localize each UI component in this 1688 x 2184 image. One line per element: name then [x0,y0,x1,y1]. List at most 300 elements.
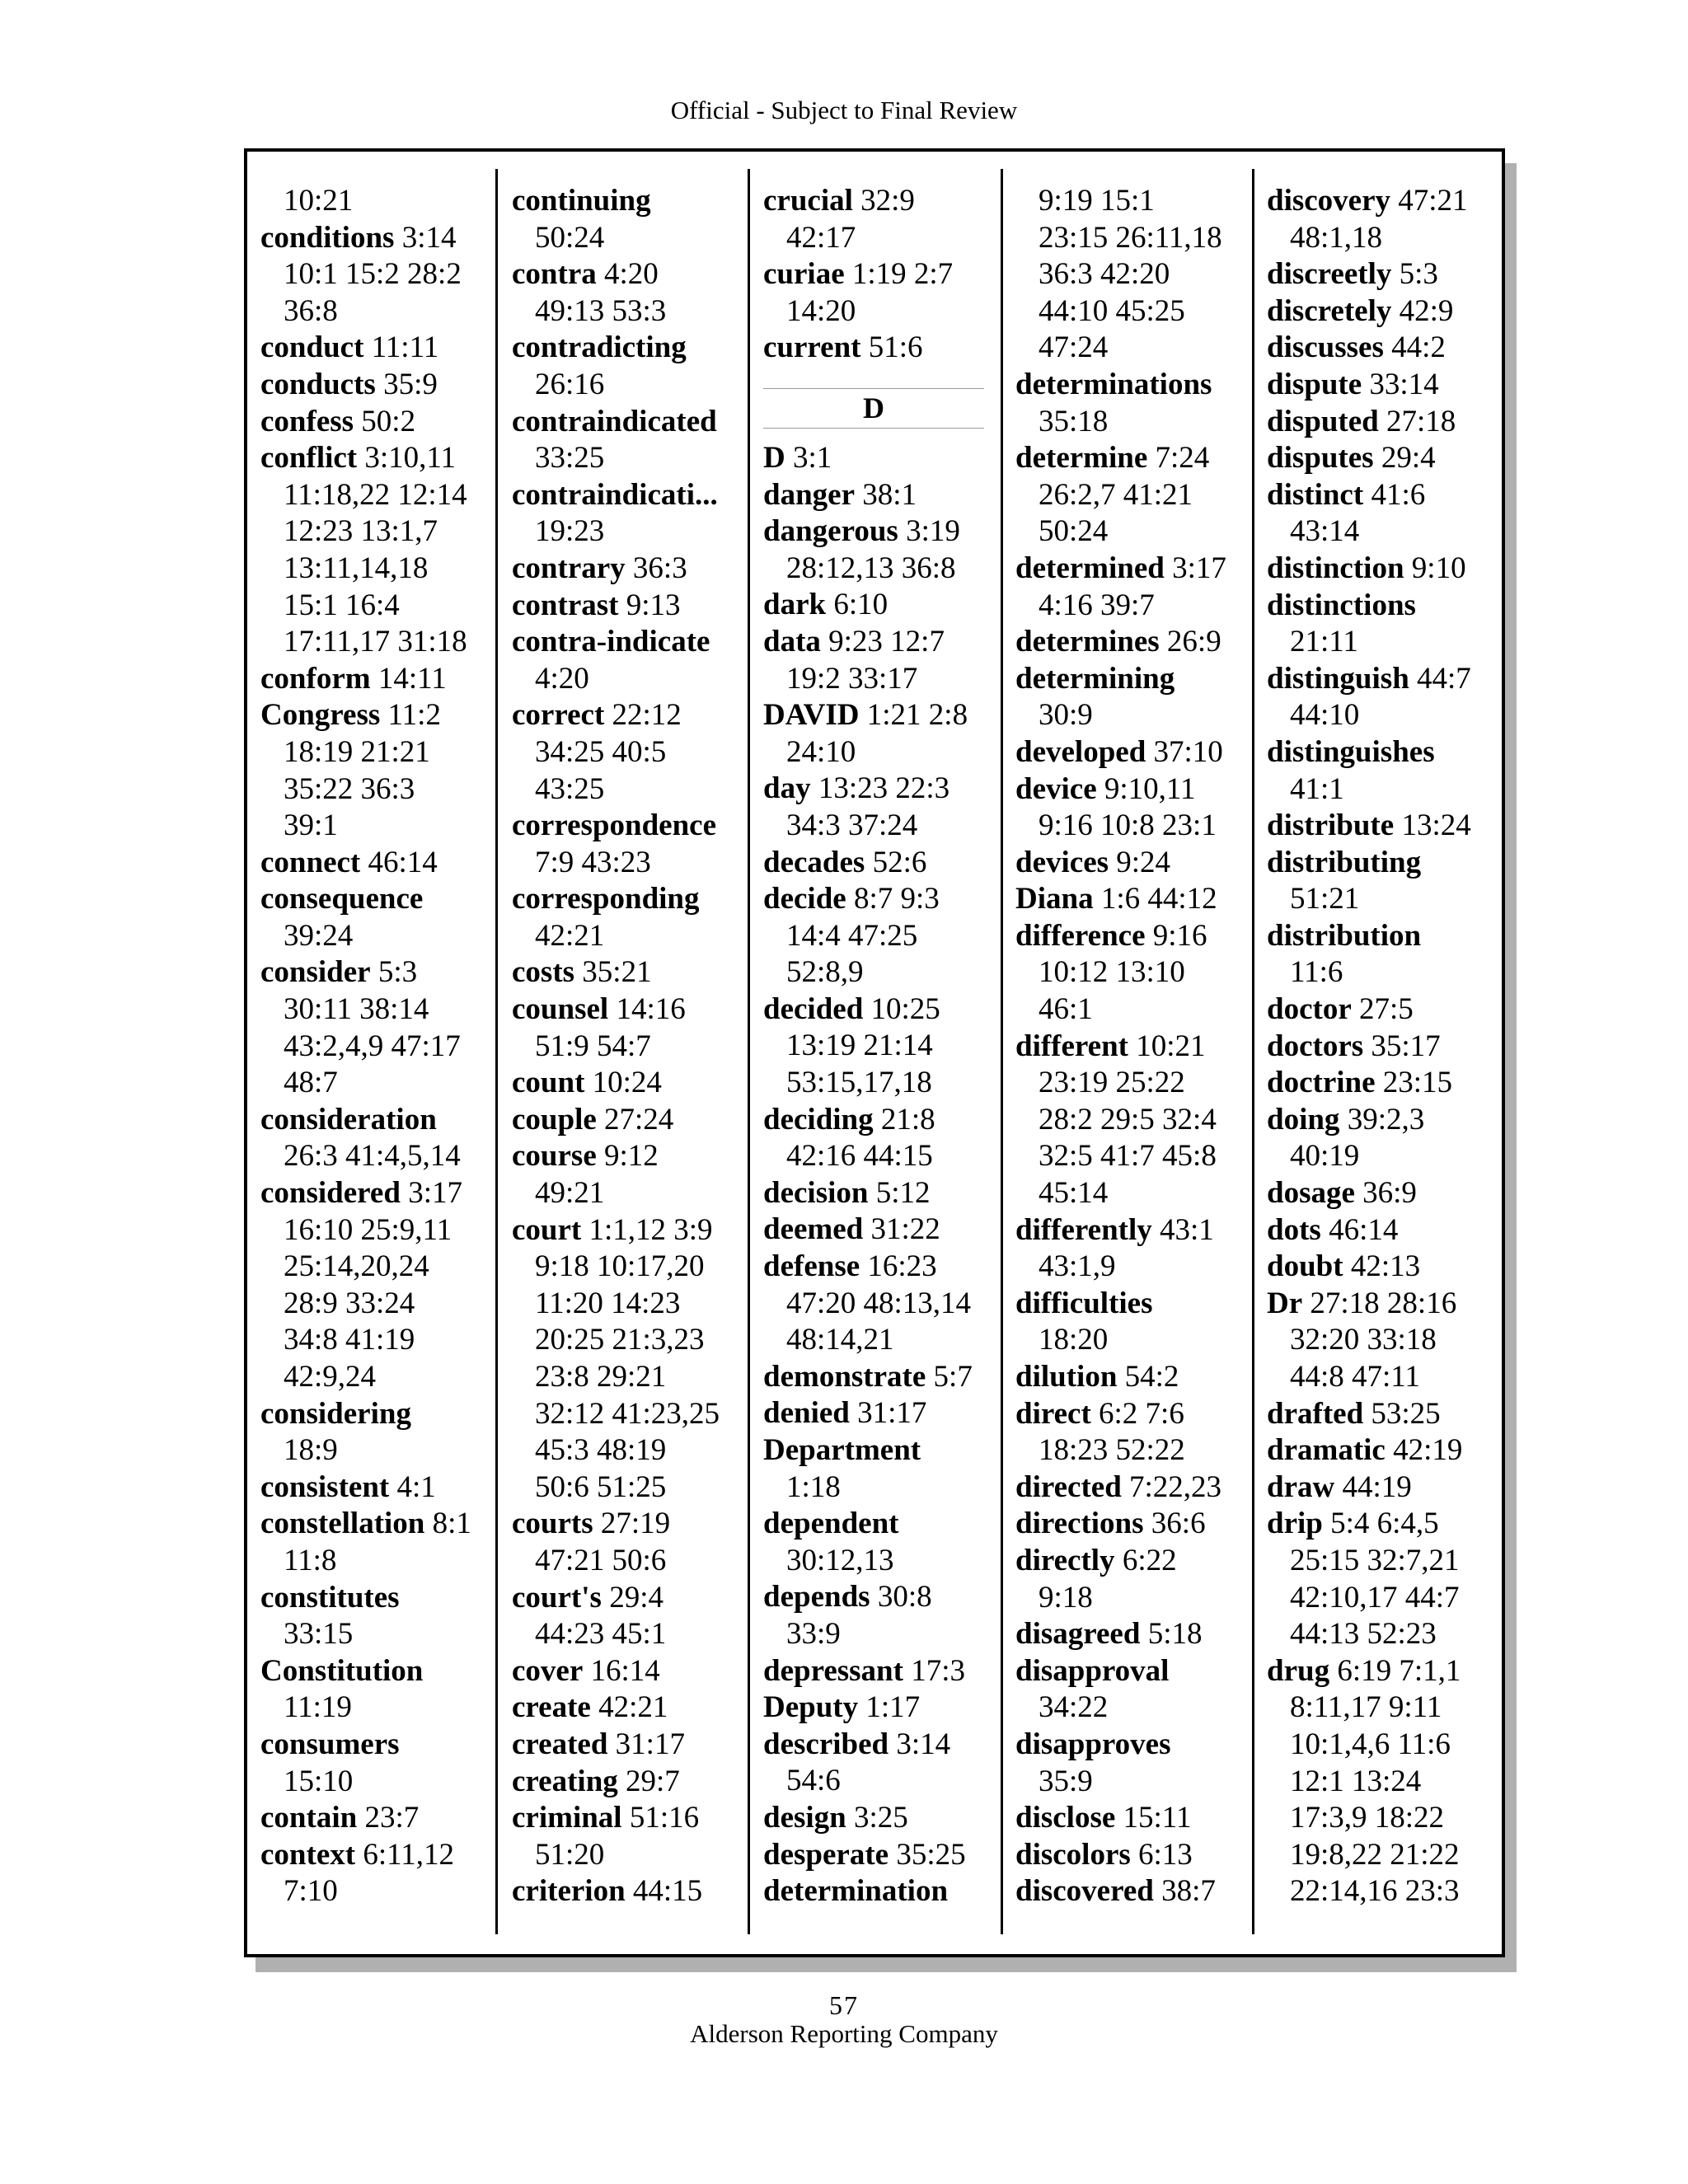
index-entry [1015,1359,1254,1396]
index-entry-line [1015,1396,1254,1433]
index-entry-line [1267,183,1506,220]
page-reference: 12:23 13:1,7 [284,514,438,549]
index-entry [260,1506,499,1579]
index-term: depressant [763,1653,903,1688]
index-entry [1267,551,1506,588]
page-reference: 35:18 [1039,404,1109,438]
page-reference: 18:9 [284,1433,338,1468]
index-entry [1267,1249,1506,1286]
index-entry [1015,1727,1254,1800]
index-term: disapproval [1015,1653,1170,1688]
index-entry [763,1212,1002,1249]
index-entry [763,881,1002,991]
index-entry [1015,918,1254,1029]
index-term: differently [1015,1212,1152,1247]
index-entry [512,1065,751,1102]
index-entry-line [512,1102,751,1139]
index-entry [512,256,751,330]
page-reference: 12:1 13:24 [1290,1764,1422,1798]
index-term: dosage [1267,1176,1355,1211]
index-entry-line [512,330,751,367]
page-reference: 34:3 37:24 [786,808,918,842]
index-entry [1267,588,1506,661]
page-reference: 23:19 25:22 [1039,1066,1185,1100]
index-entry-line [1015,845,1254,882]
index-term: Congress [260,698,381,733]
index-entry-line [1015,1543,1254,1580]
index-entry-line [1015,734,1254,771]
page-reference: 39:24 [284,918,354,953]
index-entry-line [1267,1212,1506,1249]
page-reference: 35:17 [1371,1029,1441,1063]
index-entry [260,1837,499,1910]
page-reference: 44:10 [1290,698,1360,733]
index-entry-line [1267,1432,1506,1469]
index-entry-line [512,1873,751,1910]
page-reference: 31:22 [870,1212,940,1247]
index-entry [1015,1396,1254,1469]
index-term: criminal [512,1801,622,1835]
index-entry-line [260,440,499,477]
index-entry-line [1015,918,1254,955]
page-reference: 42:16 44:15 [786,1139,933,1174]
index-term: disclose [1015,1801,1116,1835]
index-entry-line [1267,734,1506,771]
index-term: draw [1267,1469,1335,1504]
index-entry-line [763,771,1002,808]
page-reference: 36:6 [1151,1507,1206,1541]
index-entry-line [260,697,499,734]
index-term: consideration [260,1102,437,1137]
index-term: course [512,1139,597,1174]
index-term: dilution [1015,1360,1118,1394]
page-reference: 10:21 [284,184,354,218]
page-reference: 51:16 [629,1801,700,1835]
page-reference: 27:19 [600,1507,671,1541]
page-reference: 11:11 [371,330,439,365]
index-entry-line [1015,1469,1254,1507]
page-reference: 42:9,24 [284,1360,377,1394]
index-entry-line [1015,1616,1254,1653]
index-entry-line [512,1690,751,1727]
page-reference: 46:14 [1329,1212,1399,1247]
page-reference: 49:21 [535,1176,605,1211]
index-entry-line [1267,1065,1506,1102]
page-reference: 39:1 [284,808,338,843]
page-reference: 31:17 [615,1727,685,1761]
page-reference: 26:9 [1166,625,1221,659]
page-reference: 9:13 [626,588,681,622]
page-reference: 26:16 [535,367,605,401]
index-entry-line [1267,1653,1506,1690]
index-entry [1015,661,1254,734]
index-entry-line [763,1506,1002,1543]
index-term: dispute [1267,367,1362,401]
footer-company: Alderson Reporting Company [690,2019,998,2048]
index-entry [763,477,1002,514]
page-reference: 26:3 41:4,5,14 [284,1139,461,1174]
index-entry [512,477,751,551]
index-term: dangerous [763,514,898,549]
index-entry-line [1015,1653,1254,1690]
index-entry-line [763,1432,1002,1469]
page-reference: 10:24 [592,1066,662,1100]
page-reference: 14:11 [377,661,447,696]
index-entry [1015,624,1254,661]
page-reference: 27:18 28:16 [1310,1286,1457,1320]
page-reference: 30:9 [1039,698,1093,733]
page-reference: 50:6 51:25 [535,1469,667,1504]
page-reference: 4:1 [396,1469,436,1504]
index-entry [763,513,1002,587]
index-term: dramatic [1267,1433,1386,1468]
index-term: correspondence [512,808,716,843]
index-entry-line [763,587,1002,624]
index-entry-line [763,881,1002,918]
index-term: discovered [1015,1874,1154,1909]
index-entry [1267,477,1506,551]
index-term: Diana [1015,882,1094,916]
page-reference: 3:10,11 [364,441,457,476]
page-reference: 40:19 [1290,1139,1360,1174]
page-reference: 18:23 52:22 [1039,1433,1185,1468]
index-entry [1015,1286,1254,1359]
page-reference: 21:11 [1290,625,1358,659]
index-entry-line [1267,1396,1506,1433]
page-reference: 34:22 [1039,1690,1109,1725]
index-entry [260,404,499,441]
page-reference: 21:8 [880,1102,935,1137]
index-entry-line [512,991,751,1029]
index-entry [1015,1837,1254,1874]
index-term: doctrine [1267,1066,1376,1100]
index-entry [1015,845,1254,882]
index-entry-line [512,1727,751,1764]
page-reference: 29:4 [1381,441,1436,476]
page-reference: 9:16 [1152,918,1207,953]
page-reference: 29:4 [609,1580,663,1615]
page-reference: 8:1 [432,1507,471,1541]
index-entry [260,367,499,404]
index-entry-line [763,845,1002,882]
index-term: defense [763,1249,860,1284]
index-entry [512,588,751,625]
index-entry-line [763,513,1002,551]
index-entry [1267,808,1506,845]
index-term: Dr [1267,1286,1303,1320]
index-entry [763,1506,1002,1579]
index-entry [512,1800,751,1873]
index-term: consider [260,955,371,990]
index-entry [1267,404,1506,441]
page-reference: 6:2 7:6 [1099,1396,1184,1431]
index-entry [763,697,1002,771]
index-term: contra [512,257,597,292]
index-entry-line [260,1727,499,1764]
section-rule [763,388,984,389]
page-reference: 3:14 [401,220,457,255]
index-entry-line [512,1212,751,1249]
index-term: determine [1015,441,1148,476]
page-reference: 33:14 [1369,367,1439,401]
page-reference: 3:1 [792,440,832,475]
index-term: consumers [260,1727,400,1761]
index-entry-line [1267,661,1506,698]
index-entry-line [1015,624,1254,661]
page-reference: 3:17 [1172,551,1226,585]
page-reference: 42:21 [535,918,605,953]
index-entry-line [512,256,751,293]
page-reference: 18:20 [1039,1323,1109,1357]
index-term: deciding [763,1102,874,1137]
page-reference: 44:8 47:11 [1290,1360,1420,1394]
index-entry-line [1267,1102,1506,1139]
index-entry [512,1580,751,1653]
index-entry [1267,1653,1506,1910]
index-entry-line [1267,918,1506,955]
page-reference: 46:1 [1039,992,1093,1027]
index-entry-line [260,881,499,918]
index-term: curiae [763,257,845,292]
index-entry [1267,1102,1506,1175]
index-term: Department [763,1433,921,1467]
index-entry [260,1727,499,1800]
index-entry [512,697,751,808]
page-reference: 20:25 21:3,23 [535,1323,705,1357]
page-reference: 7:10 [284,1874,338,1909]
index-term: distributing [1267,845,1422,879]
index-term: decision [763,1175,869,1210]
index-entry [512,1873,751,1910]
page-reference: 38:1 [862,477,917,512]
index-entry [1267,1506,1506,1652]
index-entry [1015,1800,1254,1837]
index-entry [512,954,751,991]
index-entry-line [512,954,751,991]
index-entry [763,1249,1002,1359]
index-entry-line [512,477,751,514]
page-reference: 45:14 [1039,1176,1109,1211]
index-entry-line [512,404,751,441]
index-entry-line [1015,440,1254,477]
index-term: contrary [512,551,626,585]
page-reference: 9:16 10:8 23:1 [1039,808,1217,843]
section-rule [763,428,984,429]
index-entry-line [1267,845,1506,882]
index-entry-line [763,1249,1002,1286]
index-term: distribute [1267,808,1395,843]
page-reference: 35:22 36:3 [284,771,415,806]
index-term: depends [763,1580,870,1615]
page-reference: 11:2 [387,698,441,733]
index-term: contraindicati... [512,477,718,512]
index-term: conflict [260,441,358,476]
index-term: distinction [1267,551,1404,585]
index-entry [1015,1653,1254,1727]
page-reference: 1:17 [865,1690,921,1725]
page-reference: 33:25 [535,441,605,476]
index-entry-line [512,1764,751,1801]
index-term: court [512,1212,582,1247]
index-entry [1015,1212,1254,1286]
index-entry [763,1727,1002,1800]
page-reference: 43:25 [535,771,605,806]
index-entry-line [512,551,751,588]
index-entry-line [512,1800,751,1837]
page-reference: 1:21 2:8 [866,698,968,733]
index-term: doctor [1267,992,1352,1027]
index-term: considered [260,1176,401,1211]
index-entry-line [260,661,499,698]
index-entry-line [260,404,499,441]
index-term: danger [763,477,855,512]
page-reference: 3:25 [854,1800,908,1835]
index-entry [763,1837,1002,1874]
page-reference: 23:7 [364,1801,420,1835]
page-reference: 8:7 9:3 [853,882,940,916]
index-column-1 [260,183,499,1910]
index-entry [1267,1286,1506,1396]
index-term: disputed [1267,404,1379,438]
index-entry-line [1267,1175,1506,1212]
index-term: decided [763,991,864,1026]
page-reference: 33:9 [786,1616,841,1651]
index-term: difficulties [1015,1286,1153,1320]
index-entry [512,1690,751,1727]
page-reference: 6:13 [1138,1837,1193,1872]
index-entry [512,330,751,403]
page-reference: 1:19 2:7 [851,257,954,292]
index-entry [260,697,499,844]
page-reference: 5:4 6:4,5 [1330,1507,1439,1541]
page-reference: 15:1 16:4 [284,588,400,622]
page-reference: 44:15 [632,1874,703,1909]
index-entry-line [763,330,1002,367]
index-entry [763,1359,1002,1396]
page-reference: 13:24 [1401,808,1471,843]
index-entry-line [763,1800,1002,1837]
page-reference: 14:16 [616,992,686,1027]
page-reference: 36:3 42:20 [1039,257,1170,292]
page-reference: 5:18 [1147,1617,1203,1652]
index-term: distinct [1267,477,1364,512]
index-term: counsel [512,992,609,1027]
index-entry [1267,1396,1506,1433]
page-reference: 4:20 [535,661,589,696]
page-reference: 47:24 [1039,330,1109,365]
index-entry [1015,551,1254,624]
index-entry-line [260,1580,499,1617]
page-reference: 43:2,4,9 47:17 [284,1029,461,1063]
page-reference: 13:19 21:14 [786,1029,933,1063]
index-term: determined [1015,551,1165,585]
index-entry-line [763,1690,1002,1727]
index-entry-line [260,1396,499,1433]
index-term: connect [260,845,361,879]
index-entry-line [260,1102,499,1139]
index-entry-line [1015,1212,1254,1249]
index-term: confess [260,404,354,438]
section-letter: D [863,391,884,424]
page-reference: 51:20 [535,1837,605,1872]
page-reference: 1:18 [786,1469,841,1504]
index-entry-line [1267,991,1506,1029]
page-reference: 48:7 [284,1066,338,1100]
index-entry-line [1015,551,1254,588]
index-entry-line [1015,1359,1254,1396]
page-reference: 43:14 [1290,514,1360,549]
index-term: consequence [260,882,424,916]
page-reference: 47:21 [1398,184,1468,218]
page-reference: 4:16 39:7 [1039,588,1155,622]
index-term: decades [763,845,865,879]
page-reference: 32:9 [860,184,915,218]
index-entry [260,845,499,882]
index-entry [763,1175,1002,1212]
index-term: contraindicated [512,404,717,438]
index-term: conduct [260,330,364,365]
index-entry [1015,367,1254,440]
index-entry-line [763,256,1002,293]
index-entry-line [1267,1249,1506,1286]
page-reference: 34:25 40:5 [535,734,667,769]
index-entry-line [1267,1469,1506,1507]
index-term: contrast [512,588,619,622]
index-term: continuing [512,184,651,218]
page-reference: 26:2,7 41:21 [1039,477,1193,512]
page-reference: 18:19 21:21 [284,734,430,769]
page-reference: 17:3 [911,1653,965,1688]
index-entry [260,661,499,698]
page-reference: 10:21 [1136,1029,1206,1063]
index-term: determinations [1015,367,1212,401]
page-reference: 45:3 48:19 [535,1433,667,1468]
section-heading [763,367,1002,440]
page-reference: 51:21 [1290,882,1360,916]
index-entry [260,220,499,330]
index-entry [1267,734,1506,808]
index-entry [763,845,1002,882]
page-reference: 50:2 [361,404,416,438]
index-entry [512,1653,751,1690]
page-reference: 35:25 [896,1837,966,1872]
index-term: contain [260,1801,358,1835]
index-entry [763,330,1002,367]
index-term: disapproves [1015,1727,1171,1761]
page-reference: 36:8 [284,293,338,328]
index-entry-line [1015,881,1254,918]
page-reference: 15:11 [1123,1801,1192,1835]
page-reference: 1:1,12 3:9 [588,1212,713,1247]
index-term: contra-indicate [512,625,710,659]
page-reference: 53:25 [1371,1396,1441,1431]
index-entry-line [260,367,499,404]
page-reference: 44:19 [1342,1469,1412,1504]
index-term: DAVID [763,698,860,733]
page-reference: 6:11,12 [363,1837,454,1872]
index-entry [260,330,499,367]
index-entry [512,404,751,477]
index-column-5 [1267,183,1506,1910]
index-entry [763,1873,1002,1910]
index-term: disagreed [1015,1617,1141,1652]
index-term: count [512,1066,585,1100]
index-term: disputes [1267,441,1374,476]
page-reference: 24:10 [786,734,856,769]
index-term: decide [763,882,846,916]
index-entry-line [260,330,499,367]
index-entry [512,1102,751,1139]
